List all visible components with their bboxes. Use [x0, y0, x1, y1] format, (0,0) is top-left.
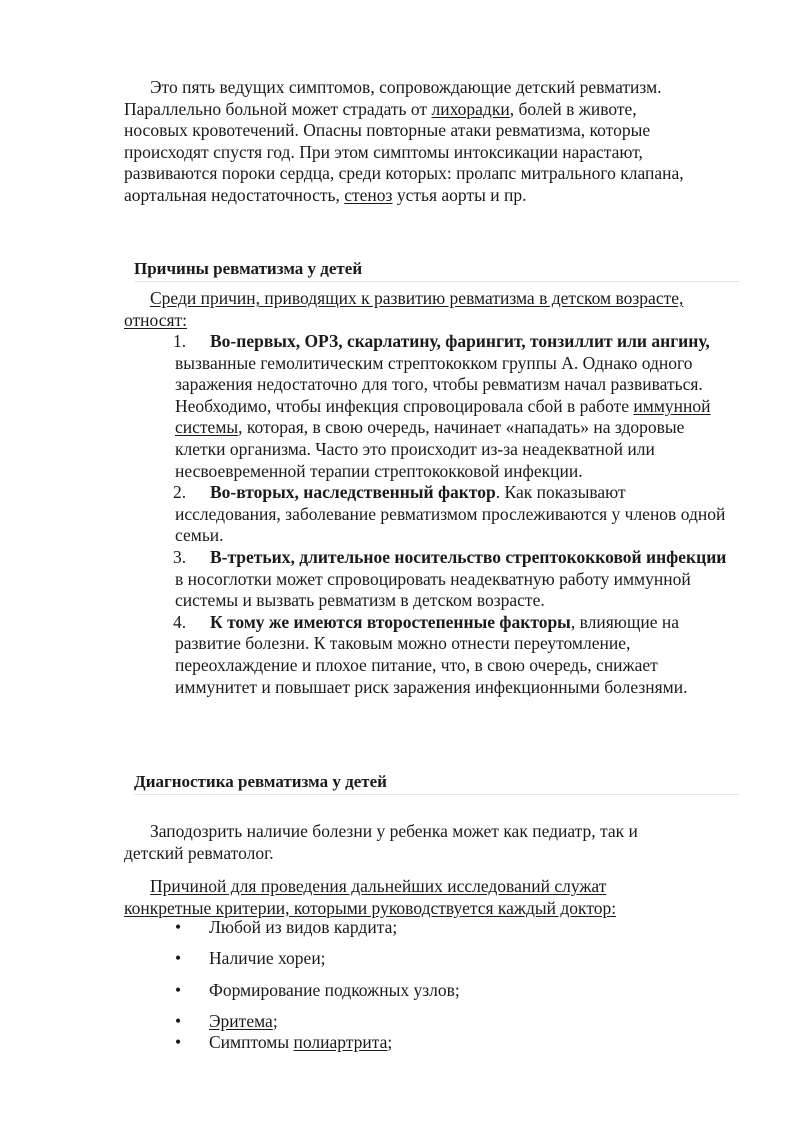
- item-bold-lead: Во-первых, ОРЗ, скарлатину, фарингит, тонзиллит или ангину,: [210, 331, 710, 351]
- intro-paragraph: [124, 77, 744, 207]
- list-item: [175, 1032, 392, 1054]
- causes-lead: [124, 288, 744, 331]
- item-bold-lead: Во-вторых, наследственный фактор: [210, 482, 496, 503]
- item-bold-lead: В-третьих, длительное носительство стрептококковой инфекции: [210, 546, 727, 567]
- intro-line: происходят спустя год. При этом симптомы интоксикации нарастают,: [124, 141, 643, 162]
- diagnostics-line: детский ревматолог.: [124, 842, 274, 863]
- diagnostics-paragraph: [124, 821, 744, 864]
- diagnostics-lead-line: конкретные критерии, которыми руководствуется каждый доктор:: [124, 897, 617, 918]
- intro-line: носовых кровотечений. Опасны повторные атаки ревматизма, которые: [124, 120, 651, 141]
- item-text: ;: [387, 1032, 393, 1052]
- item-text: Симптомы: [209, 1032, 294, 1052]
- causes-list: [175, 331, 735, 698]
- item-bold-lead: К тому же имеются второстепенные факторы: [210, 611, 571, 632]
- diagnostics-lead-line: Причиной для проведения дальнейших исследований служат: [150, 876, 607, 896]
- link-polyarthritis[interactable]: полиартрита: [293, 1032, 388, 1052]
- item-text: . Как показывают исследования, заболевание ревматизмом прослеживаются у членов одной семьи.: [175, 482, 726, 546]
- bullet-icon: •: [175, 1032, 182, 1052]
- intro-line: Это пять ведущих симптомов, сопровождающие детский ревматизм.: [150, 77, 662, 97]
- causes-lead-line: относят:: [124, 309, 188, 330]
- item-text: Наличие хореи;: [209, 948, 326, 968]
- item-text: , влияющие на развитие болезни. К таковым можно отнести переутомление, переохлаждение и плохое питание, что, в свою очередь, снижает иммунитет и повышает риск заражения инфекционными болезнями.: [175, 611, 688, 697]
- intro-line: устья аорты и пр.: [392, 184, 527, 205]
- item-text: , которая, в свою очередь, начинает «нападать» на здоровые клетки организма. Часто это происходит из-за неадекватной или несвоевременной терапии стрептококковой инфекции.: [175, 417, 685, 481]
- item-text: Любой из видов кардита;: [209, 917, 398, 937]
- item-text: Формирование подкожных узлов;: [209, 980, 460, 1000]
- intro-line: аортальная недостаточность,: [124, 184, 345, 205]
- list-item: [175, 547, 735, 612]
- item-text: вызванные гемолитическим стрептококком группы А. Однако одного заражения недостаточно для того, чтобы ревматизм начал развиваться. Необходимо, чтобы инфекция спровоцировала сбой в работе: [175, 352, 703, 416]
- link-immune-system[interactable]: иммунной системы: [175, 395, 711, 438]
- intro-line: , болей в животе,: [509, 98, 637, 119]
- diagnostics-line: Заподозрить наличие болезни у ребенка может как педиатр, так и: [150, 821, 638, 841]
- list-item: [175, 917, 397, 939]
- list-item: [175, 612, 735, 698]
- list-number: 4.: [173, 611, 187, 632]
- list-number: 3.: [173, 546, 187, 567]
- causes-lead-line: Среди причин, приводящих к развитию ревматизма в детском возрасте,: [150, 288, 684, 308]
- item-text: в носоглотки может спровоцировать неадекватную работу иммунной системы и вызвать ревматизм в детском возрасте.: [175, 568, 691, 611]
- list-item: [175, 1011, 278, 1033]
- diagnostics-lead: [124, 876, 744, 919]
- bullet-icon: •: [175, 917, 182, 937]
- link-stenosis[interactable]: стеноз: [344, 184, 393, 205]
- intro-line: развиваются пороки сердца, среди которых: пролапс митрального клапана,: [124, 163, 684, 184]
- bullet-icon: •: [175, 948, 182, 968]
- diagnostics-heading: Диагностика ревматизма у детей: [134, 772, 739, 795]
- link-fever[interactable]: лихорадки: [431, 98, 510, 119]
- list-number: 2.: [173, 482, 187, 503]
- list-item: [175, 980, 460, 1002]
- bullet-icon: •: [175, 980, 182, 1000]
- list-number: 1.: [173, 331, 187, 351]
- item-text: ;: [272, 1011, 278, 1031]
- list-item: [175, 482, 735, 547]
- intro-line: Параллельно больной может страдать от: [124, 98, 432, 119]
- bullet-icon: •: [175, 1011, 182, 1031]
- causes-heading: Причины ревматизма у детей: [134, 259, 739, 282]
- list-item: [175, 331, 735, 482]
- list-item: [175, 948, 326, 970]
- link-erythema[interactable]: Эритема: [209, 1011, 273, 1031]
